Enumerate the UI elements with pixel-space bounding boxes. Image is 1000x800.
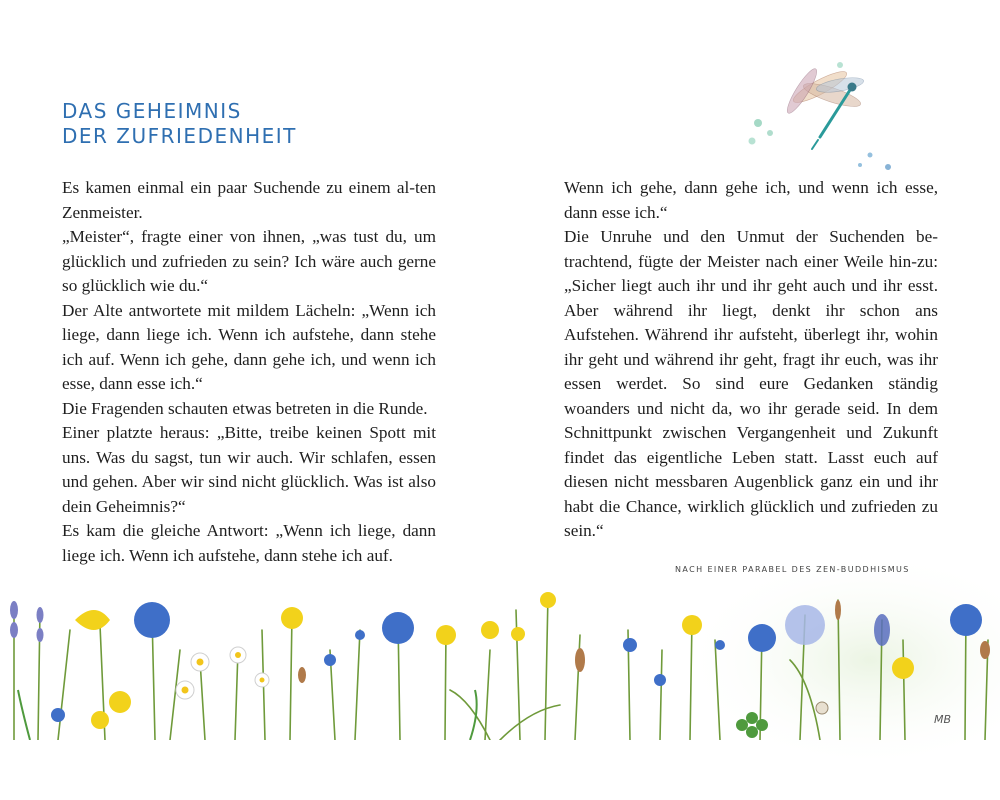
paragraph: Wenn ich gehe, dann gehe ich, und wenn ich esse, dann esse ich.“ [564, 178, 938, 222]
paragraph: Es kam die gleiche Antwort: „Wenn ich liege, dann liege ich. Wenn ich aufstehe, dann stehe ich auf. [62, 521, 436, 565]
title-line-2: DER ZUFRIEDENHEIT [62, 124, 297, 148]
dragonfly-icon [783, 66, 865, 149]
source-attribution: NACH EINER PARABEL DES ZEN-BUDDHISMUS [675, 565, 910, 574]
paragraph: Der Alte antwortete mit mildem Lächeln: „Wenn ich liege, dann liege ich. Wenn ich aufstehe, dann stehe ich auf. Wenn ich gehe, dann gehe ich, und wenn ich esse, dann esse ich.“ [62, 300, 436, 393]
artist-signature: MB [934, 713, 952, 726]
paragraph: „Meister“, fragte einer von ihnen, „was tust du, um glücklich und zufrieden zu sein? Ich wäre auch gerne so glücklich wie du.“ [62, 227, 436, 295]
page-title [62, 99, 297, 149]
paragraph: Die Fragenden schauten etwas betreten in die Runde. [62, 398, 428, 418]
paragraph: Die Unruhe und den Unmut der Suchenden be-trachtend, fügte der Meister nach einer Weile hin-zu: „Sicher liegt auch ihr und ihr geht auch und ihr esst. Aber während ihr liegt, denkt ihr schon ans Aufstehen. Während ihr aufsteht, überlegt ihr, wohin ihr geht und während ihr geht, fragt ihr euch, was ihr essen werdet. So sind eure Gedanken ständig woanders und nicht da, wo ihr gerade seid. In dem Schnittpunkt zwischen Vergangenheit und Zukunft findet das eigentliche Leben statt. Lasst euch auf diesen nicht messbaren Augenblick ganz ein und ihr habt die Chance, wirklich glücklich und zufrieden zu sein.“ [564, 227, 938, 540]
left-text-column [62, 176, 436, 568]
title-line-1: DAS GEHEIMNIS [62, 99, 242, 123]
paragraph: Es kamen einmal ein paar Suchende zu einem al-ten Zenmeister. [62, 178, 436, 222]
right-text-column [564, 176, 938, 544]
wildflower-border [0, 590, 1000, 740]
paragraph: Einer platzte heraus: „Bitte, treibe keinen Spott mit uns. Was du sagst, tun wir auch. Wir schlafen, essen und gehen. Aber wir sind nicht glücklich. Was ist also dein Geheimnis?“ [62, 423, 436, 516]
dragonfly-illustration [740, 55, 900, 175]
